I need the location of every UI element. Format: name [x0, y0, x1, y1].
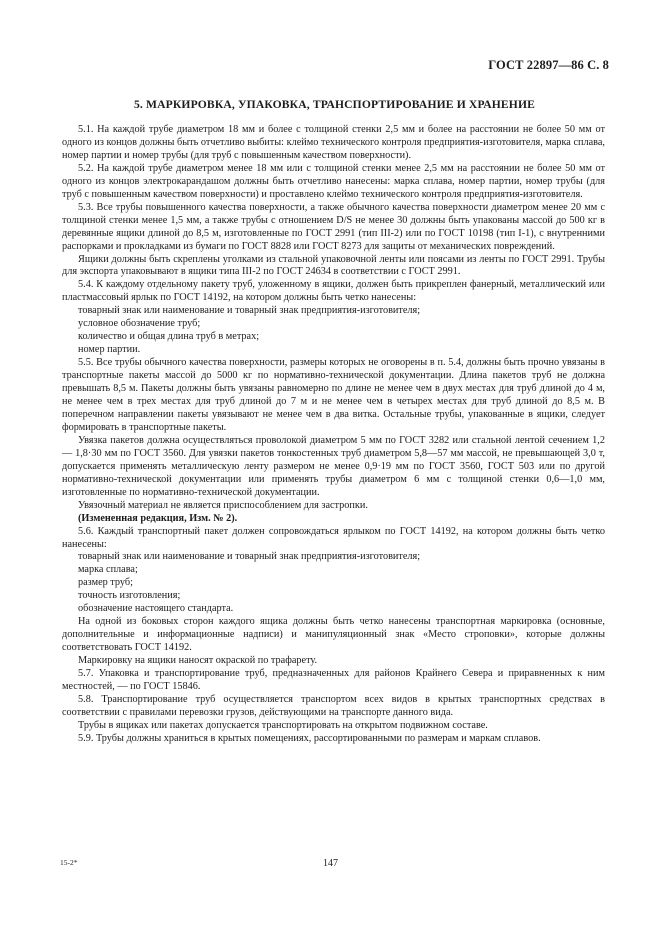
- paragraph-binding-note: Увязочный материал не является приспособлением для застропки.: [78, 499, 368, 511]
- page-header: ГОСТ 22897—86 С. 8: [488, 58, 609, 72]
- list-item: условное обозначение труб;: [78, 318, 201, 330]
- list-item: марка сплава;: [78, 564, 138, 576]
- paragraph-5-8: 5.8. Транспортирование труб осуществляется транспортом всех видов в крытых транспортных средствах в соответствии с правилами перевозки грузов, действующими на транспорте данного вида.: [62, 693, 605, 718]
- paragraph-boxes: Ящики должны быть скреплены уголками из стальной упаковочной ленты или поясами из ленты по ГОСТ 2991. Трубы для экспорта упаковывают в ящики типа III-2 по ГОСТ 24634 в соответствии с ГОСТ 2991.: [62, 253, 605, 278]
- paragraph-5-7: 5.7. Упаковка и транспортирование труб, предназначенных для районов Крайнего Севера и приравненных к ним местностей, — по ГОСТ 15846.: [62, 668, 605, 692]
- list-item: номер партии.: [78, 344, 141, 356]
- paragraph-5-5: 5.5. Все трубы обычного качества поверхности, размеры которых не оговорены в п. 5.4, должны быть прочно увязаны в транспортные пакеты массой до 5000 кг по нормативно-технической документации. Длина пакетов труб не должна превышать 8,5 м. Пакеты должны быть увязаны равномерно по длине не менее чем в двух местах для труб длиной до 4 м, не менее чем в трех местах для труб длиной до 7 м и не менее чем в четырех местах для труб длиной до 8,5 м. В поперечном направлении пакеты увязывают не менее чем в два витка. Остальные трубы, упакованные в ящики, следует формировать в транспортные пакеты.: [62, 357, 605, 433]
- list-item: точность изготовления;: [78, 590, 181, 602]
- paragraph-binding: Увязка пакетов должна осуществляться проволокой диаметром 5 мм по ГОСТ 3282 или стальной лентой сечением 1,2 — 1,8·30 мм по ГОСТ 3560. Для увязки пакетов тонкостенных труб диаметром 5,8—57 мм массой, не превышающей 3,0 т, допускается применять металлическую ленту размером не менее 0,9·19 мм по ГОСТ 3560, ГОСТ 503 или по другой нормативно-технической документации или применять трубы диаметром 6 мм с толщиной стенки 0,6—1,0 мм, изготовленные по нормативно-технической документации.: [62, 434, 605, 498]
- paragraph-stencil: Маркировку на ящики наносят окраской по трафарету.: [78, 655, 318, 667]
- page-number: 147: [323, 858, 338, 869]
- paragraph-5-4: 5.4. К каждому отдельному пакету труб, уложенному в ящики, должен быть прикреплен фанерный, металлический или пластмассовый ярлык по ГОСТ 14192, на котором должны быть четко нанесены:: [62, 279, 605, 304]
- footer-sheet-mark: 15-2*: [60, 858, 78, 867]
- list-item: размер труб;: [78, 577, 133, 589]
- paragraph-5-9: 5.9. Трубы должны храниться в крытых помещениях, рассортированными по размерам и маркам сплавов.: [78, 732, 541, 744]
- section-title: 5. МАРКИРОВКА, УПАКОВКА, ТРАНСПОРТИРОВАНИЕ И ХРАНЕНИЕ: [133, 98, 535, 111]
- paragraph-5-1: 5.1. На каждой трубе диаметром 18 мм и более с толщиной стенки 2,5 мм и более на расстоянии не более 50 мм от одного из концов должны быть отчетливо выбиты: клеймо технического контроля предприятия-изготовителя, марка сплава, номер партии и номер трубы (для труб с повышенным качеством поверхности).: [62, 124, 605, 161]
- list-item: товарный знак или наименование и товарный знак предприятия-изготовителя;: [78, 305, 421, 317]
- paragraph-5-2: 5.2. На каждой трубе диаметром менее 18 мм или с толщиной стенки менее 2,5 мм на расстоянии не более 50 мм от одного из концов электрокарандашом должны быть отчетливо нанесены: марка сплава, номер партии, номер трубы (для труб с повышенным качеством поверхности) и проставлено клеймо технического контроля предприятия-изготовителя.: [62, 162, 605, 200]
- paragraph-open-transport: Трубы в ящиках или пакетах допускается транспортировать на открытом подвижном составе.: [78, 719, 488, 731]
- list-item: товарный знак или наименование и товарный знак предприятия-изготовителя;: [78, 551, 421, 563]
- paragraph-5-6: 5.6. Каждый транспортный пакет должен сопровождаться ярлыком по ГОСТ 14192, на котором должны быть четко нанесены:: [62, 525, 605, 550]
- list-item: количество и общая длина труб в метрах;: [78, 331, 260, 343]
- amendment-note: (Измененная редакция, Изм. № 2).: [78, 512, 238, 524]
- section-body: [62, 124, 605, 746]
- list-item: обозначение настоящего стандарта.: [78, 603, 234, 615]
- paragraph-5-3: 5.3. Все трубы повышенного качества поверхности, а также обычного качества поверхности диаметром менее 20 мм с толщиной стенки менее 1,5 мм, а также трубы с отношением D/S не менее 30 должны быть упакованы массой до 500 кг в деревянные ящики длиной до 8,5 м, изготовленные по ГОСТ 2991 (тип III-2) или по ГОСТ 10198 (тип I-1), с внутренними распорками и прокладками из бумаги по ГОСТ 8828 или ГОСТ 8273 для защиты от механических повреждений.: [62, 201, 605, 252]
- paragraph-marking: На одной из боковых сторон каждого ящика должны быть четко нанесены транспортная маркировка (основные, дополнительные и информационные надписи) и манипуляционный знак «Место строповки», которые должны соответствовать ГОСТ 14192.: [62, 616, 605, 654]
